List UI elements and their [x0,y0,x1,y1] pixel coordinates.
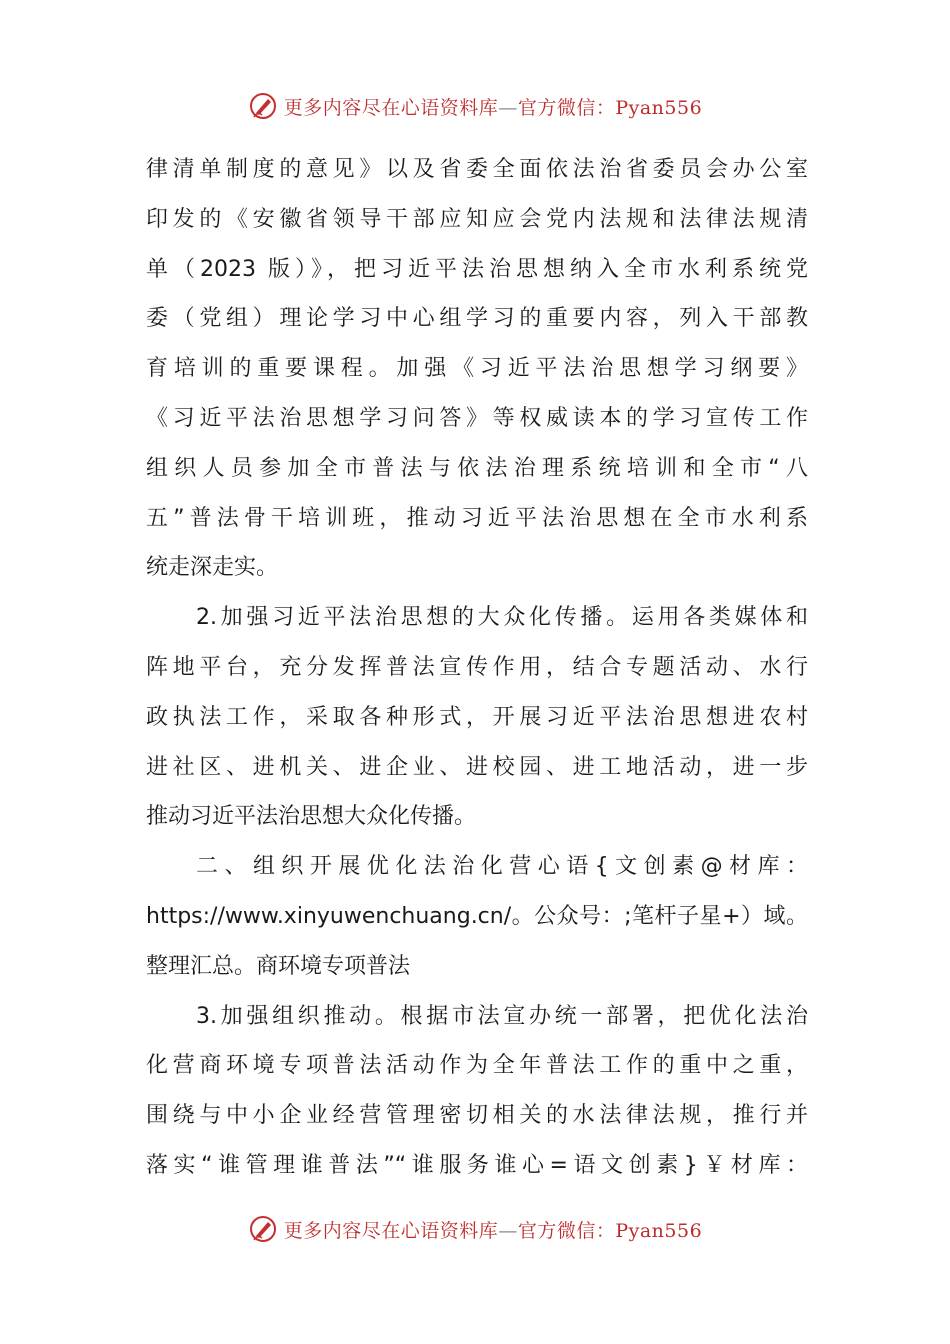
text-line: 育培训的重要课程。加强《习近平法治思想学习纲要》 [146,356,808,382]
document-body [146,145,808,1191]
text-line: 进社区、进机关、进企业、进校园、进工地活动，进一步 [146,754,808,780]
text-line: 2.加强习近平法治思想的大众化传播。运用各类媒体和 [196,605,808,631]
text-line: 落实“谁管理谁普法”“谁服务谁心=语文创素}￥材库： [146,1152,808,1178]
text-line: 单（2023 版）》，把习近平法治思想纳入全市水利系统党 [146,256,808,282]
text-line: 二、组织开展优化法治化营心语{文创素@材库： [196,854,808,880]
text-line: 3.加强组织推动。根据市法宣办统一部署，把优化法治 [196,1003,808,1029]
text-line: 整理汇总。商环境专项普法 [146,953,411,979]
text-line: 围绕与中小企业经营管理密切相关的水法律法规，推行并 [146,1103,808,1129]
watermark-wechat-label: 官方微信： [517,96,616,119]
header-watermark [0,86,950,126]
footer-watermark [0,1209,950,1249]
watermark-text [284,93,702,120]
watermark-brand: 更多内容尽在心语资料库 [283,1219,499,1242]
text-line: 律清单制度的意见》以及省委全面依法治省委员会办公室 [146,157,808,182]
text-line: 《习近平法治思想学习问答》等权威读本的学习宣传工作 [146,405,808,431]
text-line: 推动习近平法治思想大众化传播。 [146,804,477,830]
text-line: 化营商环境专项普法活动作为全年普法工作的重中之重， [146,1053,808,1079]
watermark-text [284,1216,702,1243]
watermark-dash: — [498,1219,518,1242]
text-line: 五”普法骨干培训班，推动习近平法治思想在全市水利系 [146,505,808,531]
text-line: 印发的《安徽省领导干部应知应会党内法规和法律法规清 [146,206,808,232]
text-line: 统走深走实。 [146,555,279,581]
text-line: 政执法工作，采取各种形式，开展习近平法治思想进农村 [146,704,808,730]
watermark-dash: — [498,96,518,119]
text-line: 组织人员参加全市普法与依法治理系统培训和全市“八 [146,455,808,481]
text-line: https://www.xinyuwenchuang.cn/。公众号：;笔杆子星+）域。 [146,903,808,929]
pen-logo-icon [248,1214,278,1244]
text-line: 委（党组）理论学习中心组学习的重要内容，列入干部教 [146,306,808,332]
text-line: 阵地平台，充分发挥普法宣传作用，结合专题活动、水行 [146,654,808,680]
watermark-wechat-label: 官方微信： [517,1219,616,1242]
pen-logo-icon [248,91,278,121]
watermark-brand: 更多内容尽在心语资料库 [283,96,499,119]
watermark-wechat-id: Pyan556 [615,1219,703,1242]
watermark-wechat-id: Pyan556 [615,96,703,119]
